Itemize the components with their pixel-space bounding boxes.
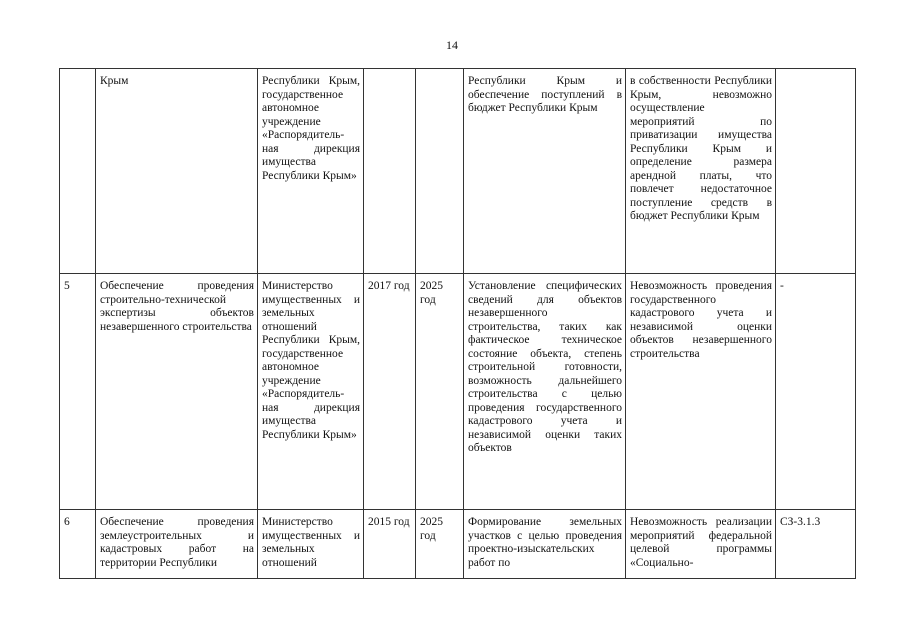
table-row: [60, 274, 856, 510]
cell-start: 2015 год: [364, 510, 416, 579]
table-row: [60, 69, 856, 274]
cell-name: Обеспечение проведения строительно-технической экспертизы объектов незавершенного строительства: [96, 274, 258, 510]
cell-link: СЗ-3.1.3: [776, 510, 856, 579]
cell-consequences: в собственности Республики Крым, невозможно осуществление мероприятий по приватизации имущества Республики Крым и определение размера арендной платы, что повлечет недостаточное поступление средств в бюджет Республики Крым: [626, 69, 776, 274]
cell-executor: Министерство имущественных и земельных отношений Республики Крым, государственное автономное учреждение «Распорядитель-ная дирекция имущества Республики Крым»: [258, 274, 364, 510]
cell-link: [776, 69, 856, 274]
measures-table: [59, 68, 856, 579]
cell-end: [416, 69, 464, 274]
cell-num: 6: [60, 510, 96, 579]
cell-name: Обеспечение проведения землеустроительных и кадастровых работ на территории Республики: [96, 510, 258, 579]
cell-result: Формирование земельных участков с целью проведения проектно-изыскательских работ по: [464, 510, 626, 579]
cell-executor: Министерство имущественных и земельных отношений: [258, 510, 364, 579]
cell-result: Республики Крым и обеспечение поступлений в бюджет Республики Крым: [464, 69, 626, 274]
cell-executor: Республики Крым, государственное автономное учреждение «Распорядитель-ная дирекция имущества Республики Крым»: [258, 69, 364, 274]
cell-start: [364, 69, 416, 274]
cell-consequences: Невозможность проведения государственного кадастрового учета и независимой оценки объектов незавершенного строительства: [626, 274, 776, 510]
page-number: 14: [446, 38, 458, 52]
cell-result: Установление специфических сведений для объектов незавершенного строительства, таких как фактическое техническое состояние объекта, степень строительной готовности, возможность дальнейшего строительства с целью проведения государственного кадастрового учета и независимой оценки таких объектов: [464, 274, 626, 510]
cell-num: [60, 69, 96, 274]
cell-consequences: Невозможность реализации мероприятий федеральной целевой программы «Социально-: [626, 510, 776, 579]
cell-end: 2025 год: [416, 510, 464, 579]
table-row: [60, 510, 856, 579]
cell-start: 2017 год: [364, 274, 416, 510]
cell-name: Крым: [96, 69, 258, 274]
cell-link: -: [776, 274, 856, 510]
cell-num: 5: [60, 274, 96, 510]
cell-end: 2025 год: [416, 274, 464, 510]
